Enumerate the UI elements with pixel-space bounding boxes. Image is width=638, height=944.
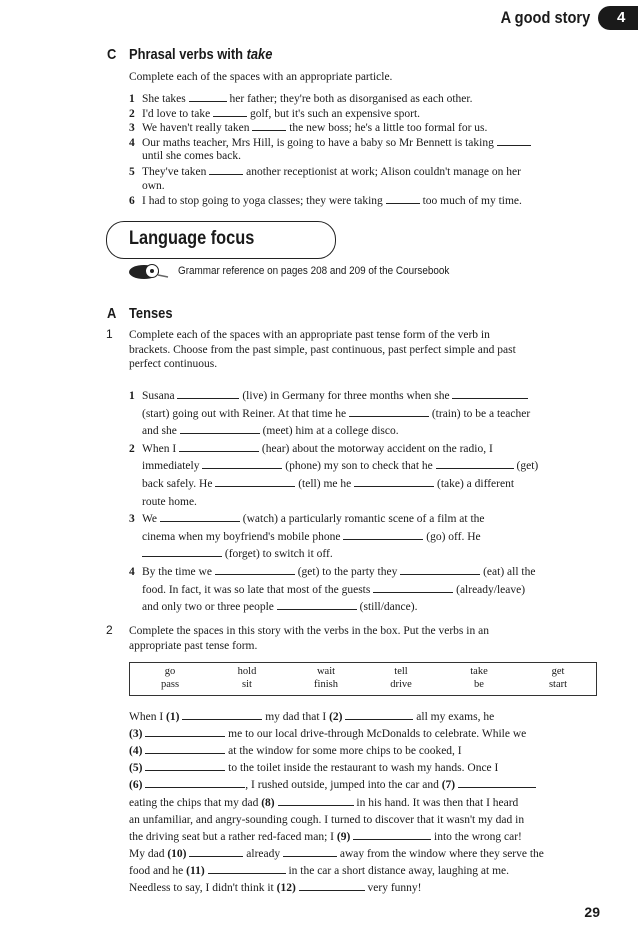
running-header bbox=[438, 6, 638, 30]
answer-blank[interactable] bbox=[145, 743, 225, 754]
answer-blank[interactable] bbox=[202, 458, 282, 469]
answer-blank[interactable] bbox=[373, 582, 453, 593]
header-title: A good story bbox=[500, 8, 590, 27]
verb-box-word: drive bbox=[390, 679, 412, 690]
answer-blank[interactable] bbox=[145, 726, 225, 737]
verb-box-word: pass bbox=[160, 679, 180, 690]
reference-icon bbox=[128, 263, 172, 281]
answer-blank[interactable] bbox=[179, 441, 259, 452]
section-c-letter: C bbox=[107, 46, 117, 63]
section-c-title-italic: take bbox=[246, 46, 273, 63]
answer-blank[interactable] bbox=[349, 406, 429, 417]
page-number: 29 bbox=[584, 904, 600, 920]
answer-blank[interactable] bbox=[209, 164, 243, 175]
verb-box-word: go bbox=[164, 666, 176, 677]
language-focus-banner bbox=[106, 221, 336, 259]
verb-box-word: take bbox=[470, 666, 488, 677]
answer-blank[interactable] bbox=[215, 476, 295, 487]
verb-box-word: wait bbox=[316, 666, 336, 677]
language-focus-title: Language focus bbox=[129, 228, 255, 249]
answer-blank[interactable] bbox=[252, 120, 286, 131]
answer-blank[interactable] bbox=[145, 777, 245, 788]
answer-blank[interactable] bbox=[354, 476, 434, 487]
answer-blank[interactable] bbox=[497, 135, 531, 146]
answer-blank[interactable] bbox=[452, 388, 528, 399]
verb-box-word: tell bbox=[394, 666, 408, 677]
answer-blank[interactable] bbox=[208, 863, 286, 874]
answer-blank[interactable] bbox=[436, 458, 514, 469]
answer-blank[interactable] bbox=[215, 564, 295, 575]
answer-blank[interactable] bbox=[345, 709, 413, 720]
verb-box-word: finish bbox=[314, 679, 338, 690]
exercise-2-number: 2 bbox=[106, 623, 113, 637]
grammar-reference bbox=[128, 262, 548, 282]
answer-blank[interactable] bbox=[458, 777, 536, 788]
answer-blank[interactable] bbox=[145, 760, 225, 771]
verb-box-word: hold bbox=[237, 666, 257, 677]
verb-box bbox=[129, 662, 597, 696]
verb-box-word: start bbox=[548, 679, 568, 690]
answer-blank[interactable] bbox=[278, 795, 354, 806]
exercise-1-number: 1 bbox=[106, 327, 113, 341]
answer-blank[interactable] bbox=[142, 546, 222, 557]
answer-blank[interactable] bbox=[182, 709, 262, 720]
answer-blank[interactable] bbox=[299, 880, 365, 891]
verb-box-word: sit bbox=[242, 679, 252, 690]
answer-blank[interactable] bbox=[180, 423, 260, 434]
verb-box-word: get bbox=[551, 666, 565, 677]
item-number: 1 bbox=[129, 93, 135, 105]
answer-blank[interactable] bbox=[213, 106, 247, 117]
answer-blank[interactable] bbox=[189, 91, 227, 102]
section-a-title: Tenses bbox=[129, 305, 173, 322]
unit-number: 4 bbox=[617, 9, 626, 26]
answer-blank[interactable] bbox=[177, 388, 239, 399]
section-c-title: Phrasal verbs with take bbox=[129, 46, 273, 63]
answer-blank[interactable] bbox=[386, 193, 420, 204]
unit-tab bbox=[598, 6, 638, 30]
answer-blank[interactable] bbox=[400, 564, 480, 575]
answer-blank[interactable] bbox=[277, 599, 357, 610]
section-c-instruction: Complete each of the spaces with an appropriate particle. bbox=[129, 71, 393, 83]
answer-blank[interactable] bbox=[353, 829, 431, 840]
answer-blank[interactable] bbox=[160, 511, 240, 522]
section-a-letter: A bbox=[107, 305, 117, 322]
answer-blank[interactable] bbox=[343, 529, 423, 540]
answer-blank[interactable] bbox=[283, 846, 337, 857]
answer-blank[interactable] bbox=[189, 846, 243, 857]
grammar-reference-text: Grammar reference on pages 208 and 209 of the Coursebook bbox=[178, 265, 450, 277]
verb-box-word: be bbox=[474, 679, 484, 690]
